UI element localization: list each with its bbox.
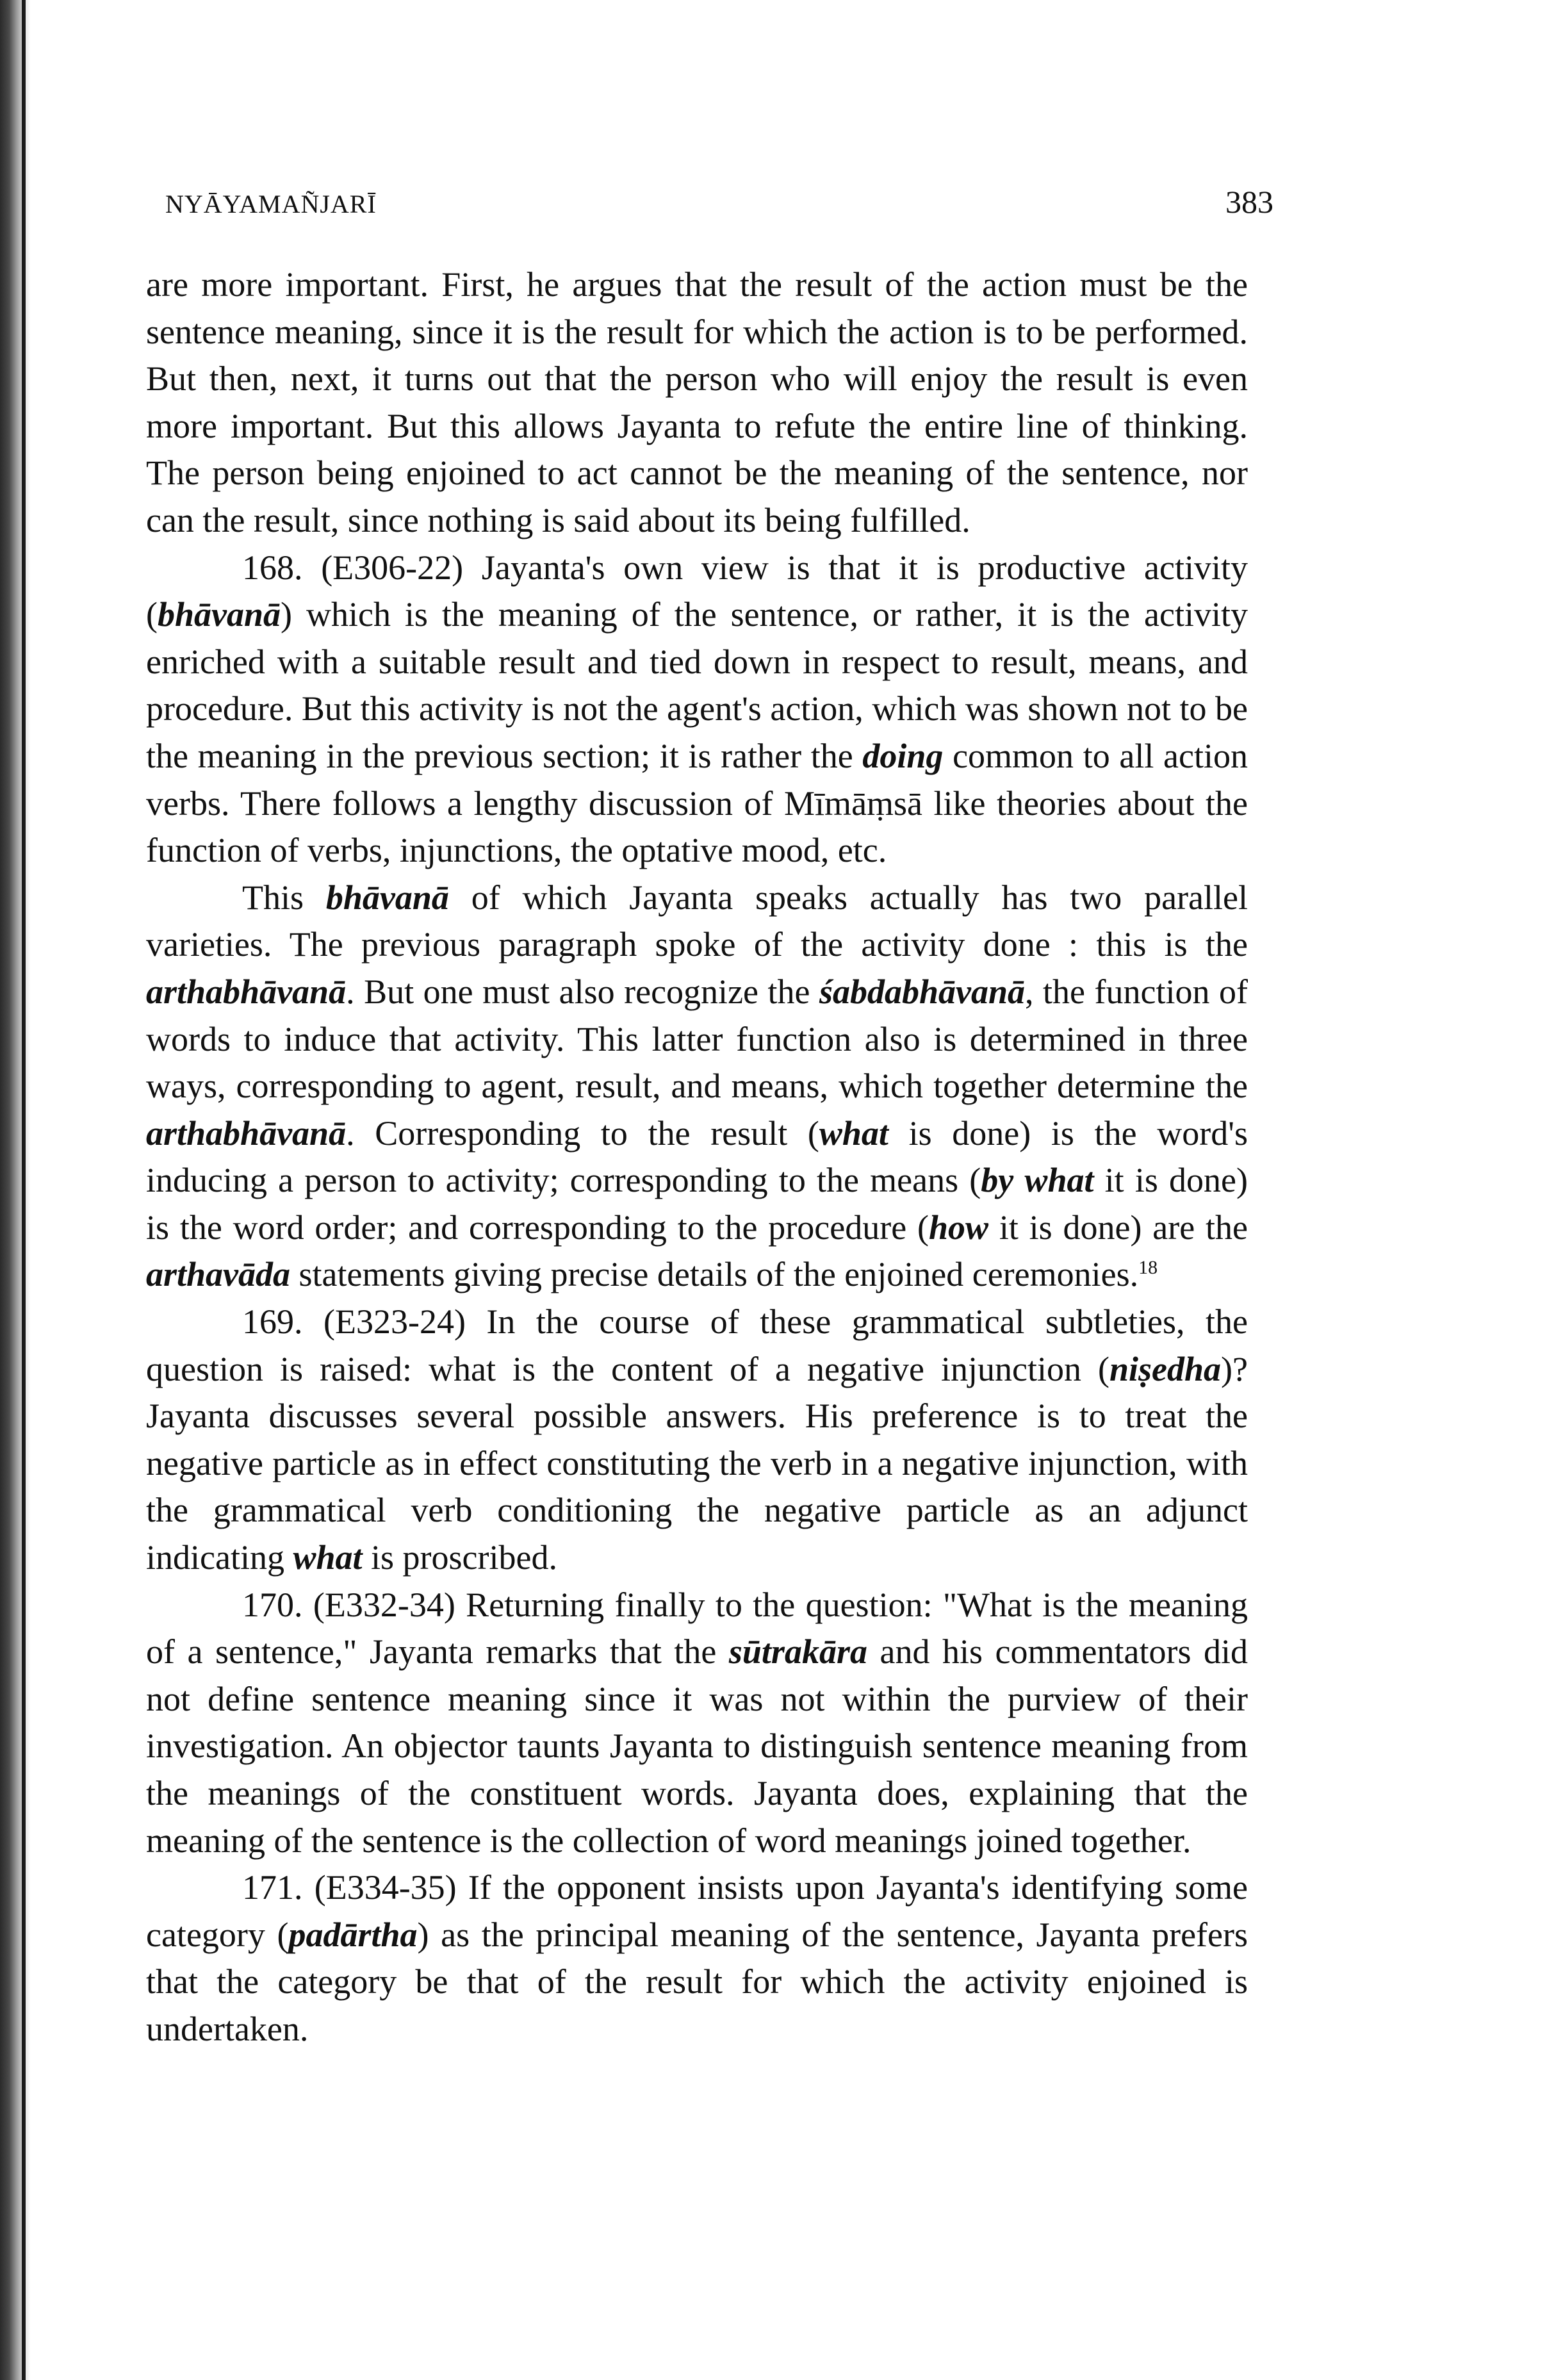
italic-term: bhāvanā [325,878,449,917]
text-run: , the function of words to induce that activity. This latter function also is determined in three ways, corresponding to agent, result, and means, which together determine the [146,972,1248,1106]
text-run: of which Jayanta speaks actually has two parallel varieties. The previous paragraph spoke of the activity done : this is the [146,878,1248,964]
text-run: it is done) is the word order; and corresponding to the procedure ( [146,1161,1248,1247]
italic-term: niṣedha [1109,1349,1222,1388]
text-run: This [242,878,326,917]
text-run: 171. (E334-35) If the opponent insists upon Jayanta's identifying some category ( [146,1868,1248,1954]
page-number: 383 [1225,184,1273,220]
text-run: ) as the principal meaning of the sentence, Jayanta prefers that the category be that of the result for which the activity enjoined is undertaken. [146,1915,1248,2048]
paragraph [146,261,1248,545]
text-run: it is done) are the [988,1208,1248,1247]
italic-term: what [819,1113,888,1153]
text-run: 170. (E332-34) Returning finally to the question: "What is the meaning of a sentence," Jayanta remarks that the [146,1585,1248,1671]
page-header [165,183,1273,234]
text-run: )? Jayanta discusses several possible answers. His preference is to treat the negative particle as in effect constituting the verb in a negative injunction, with the grammatical verb conditioning the negative particle as an adjunct indicating [146,1349,1248,1577]
paragraph [146,545,1248,874]
text-run: are more important. First, he argues that the result of the action must be the sentence meaning, since it is the result for which the action is to be performed. But then, next, it turns out that the person who will enjoy the result is even more important. But this allows Jayanta to refute the entire line of thinking. The person being enjoined to act cannot be the meaning of the sentence, nor can the result, since nothing is said about its being fulfilled. [146,265,1248,539]
running-title: NYĀYAMAÑJARĪ [165,190,377,218]
italic-term: padārtha [288,1915,418,1954]
paragraph [146,1582,1248,1865]
italic-term: sūtrakāra [728,1632,867,1671]
scan-edge-line [22,0,26,2380]
paragraph [146,1864,1248,2053]
text-run: . But one must also recognize the [346,972,819,1011]
body-text [146,261,1248,2053]
text-run: ) which is the meaning of the sentence, or rather, it is the activity enriched with a suitable result and tied down in respect to result, means, and procedure. But this activity is not the agent's action, which was shown not to be the meaning in the previous section; it is rather the [146,595,1248,775]
book-spine-shadow [0,0,31,2380]
text-run: . Corresponding to the result ( [346,1113,819,1153]
text-run: is proscribed. [362,1538,557,1577]
italic-term: arthabhāvanā [146,972,347,1011]
text-run: 168. (E306-22) Jayanta's own view is that it is productive activity ( [146,548,1248,634]
italic-term: by what [981,1161,1094,1200]
text-run: and his commentators did not define sentence meaning since it was not within the purview of their investigation. An objector taunts Jayanta to distinguish sentence meaning from the meanings of the constituent words. Jayanta does, explaining that the meaning of the sentence is the collection of word meanings joined together. [146,1632,1248,1860]
paragraph [146,1299,1248,1582]
italic-term: how [928,1208,989,1247]
italic-term: śabdabhāvanā [819,972,1026,1011]
italic-term: bhāvanā [157,595,281,634]
italic-term: doing [862,736,944,775]
footnote-marker: 18 [1138,1257,1158,1279]
italic-term: what [293,1538,363,1577]
text-run: 169. (E323-24) In the course of these grammatical subtleties, the question is raised: what is the content of a negative injunction ( [146,1302,1248,1388]
text-run: is done) is the word's inducing a person to activity; corresponding to the means ( [146,1113,1248,1200]
italic-term: arthabhāvanā [146,1113,347,1153]
paragraph [146,874,1248,1299]
text-run: statements giving precise details of the enjoined ceremonies. [290,1255,1139,1294]
text-run: common to all action verbs. There follows a lengthy discussion of Mīmāṃsā like theories about the function of verbs, injunctions, the optative mood, etc. [146,736,1248,870]
italic-term: arthavāda [146,1255,291,1294]
